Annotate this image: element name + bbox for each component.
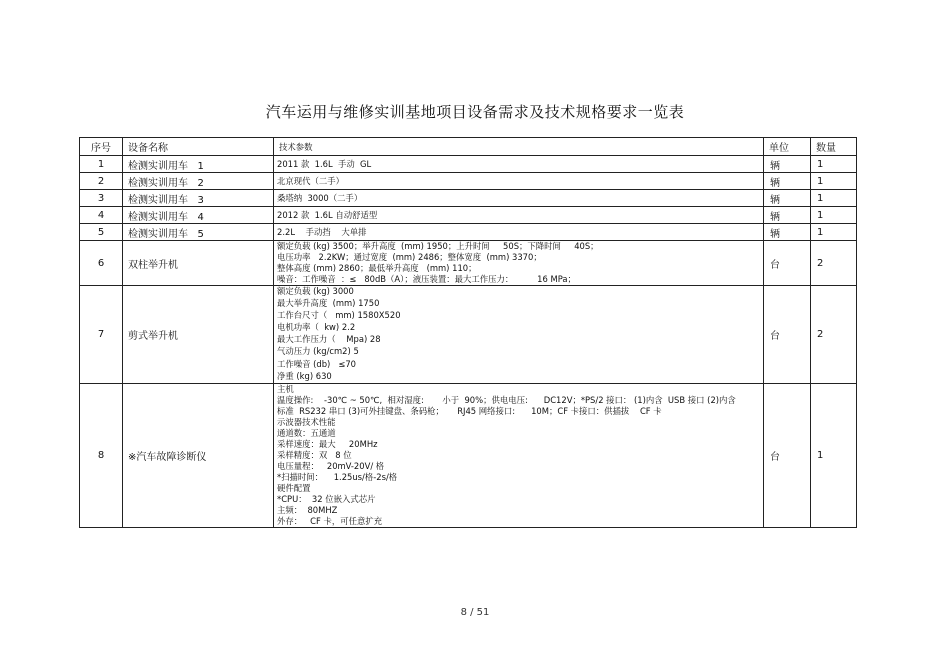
row-qty: 2 [811, 286, 857, 384]
table-row [80, 190, 857, 207]
row-qty: 1 [811, 224, 857, 241]
param-line: 噪音：工作噪音 ：≤ 80dB（A）；液压装置：最大工作压力： 16 MPa； [277, 274, 576, 284]
row-name: 检测实训用车 5 [123, 224, 274, 241]
row-params [274, 207, 764, 224]
param-line: 电机功率（ kw) 2.2 [277, 322, 356, 333]
table-row [80, 383, 857, 527]
table-row [80, 156, 857, 173]
param-line: 额定负载 (kg) 3000 [277, 286, 354, 296]
param-line: 2012 款 1.6L 自动舒适型 [277, 209, 378, 220]
row-params [274, 286, 764, 384]
param-line: 示波器技术性能 [277, 416, 336, 427]
row-unit: 辆 [764, 224, 811, 241]
page-number: 8 / 51 [460, 607, 490, 618]
param-line: 净重 (kg) 630 [277, 370, 332, 381]
param-line: 温度操作: -30℃ ~ 50℃, 相对湿度: 小于 90%；供电电压: DC12V；*PS/2 接口： (1)内含 USB 接口 (2)内含 [277, 394, 736, 405]
table-row [80, 207, 857, 224]
param-line: *CPU： 32 位嵌入式芯片 [277, 493, 376, 504]
row-name: 检测实训用车 2 [123, 173, 274, 190]
document-title: 汽车运用与维修实训基地项目设备需求及技术规格要求一览表 [265, 103, 685, 121]
param-line: 最大工作压力（ Mpa) 28 [277, 334, 381, 345]
table-row [80, 286, 857, 384]
param-line: 电压功率 2.2KW；通过宽度 (mm) 2486；整体宽度 (mm) 3370； [277, 252, 542, 262]
table-row [80, 241, 857, 286]
row-unit: 台 [764, 383, 811, 527]
param-line: 工作噪音 (db) ≤70 [277, 358, 356, 369]
param-line: 额定负载 (kg) 3500；举升高度 (mm) 1950；上升时间 50S；下降时间 40S； [277, 241, 599, 251]
header-no: 序号 [80, 138, 123, 156]
param-line: 主机 [277, 383, 294, 394]
table-header-row [80, 138, 857, 156]
row-no: 7 [80, 286, 123, 384]
row-qty: 1 [811, 190, 857, 207]
row-name: ※汽车故障诊断仪 [123, 383, 274, 527]
row-unit: 台 [764, 286, 811, 384]
row-qty: 1 [811, 156, 857, 173]
row-name: 剪式举升机 [123, 286, 274, 384]
row-qty: 1 [811, 207, 857, 224]
param-line: *扫描时间： 1.25us/格-2s/格 [277, 471, 398, 482]
row-unit: 辆 [764, 173, 811, 190]
row-no: 8 [80, 383, 123, 527]
header-qty: 数量 [811, 138, 857, 156]
row-no: 6 [80, 241, 123, 286]
param-line: 整体高度 (mm) 2860；最低举升高度 (mm) 110； [277, 263, 477, 273]
param-line: 2.2L 手动挡 大单排 [277, 226, 367, 237]
table-row [80, 224, 857, 241]
param-line: 标准 RS232 串口 (3)可外挂键盘、条码枪； RJ45 网络接口: 10M；CF 卡接口：供插拔 CF 卡 [277, 405, 662, 416]
row-unit: 辆 [764, 156, 811, 173]
row-params [274, 190, 764, 207]
param-line: 桑塔纳 3000（二手） [277, 192, 363, 203]
row-unit: 辆 [764, 190, 811, 207]
param-line: 硬件配置 [277, 482, 311, 493]
row-name: 双柱举升机 [123, 241, 274, 286]
row-params [274, 383, 764, 527]
header-name: 设备名称 [123, 138, 274, 156]
param-line: 通道数：五通道 [277, 427, 336, 438]
row-qty: 1 [811, 383, 857, 527]
row-params [274, 156, 764, 173]
row-no: 4 [80, 207, 123, 224]
param-line: 北京现代（二手） [277, 175, 344, 186]
param-line: 2011 款 1.6L 手动 GL [277, 158, 372, 169]
row-name: 检测实训用车 3 [123, 190, 274, 207]
row-no: 1 [80, 156, 123, 173]
param-line: 主频： 80MHZ [277, 504, 338, 515]
header-unit: 单位 [764, 138, 811, 156]
row-unit: 辆 [764, 207, 811, 224]
row-no: 3 [80, 190, 123, 207]
row-qty: 1 [811, 173, 857, 190]
equipment-spec-table [79, 137, 857, 528]
row-unit: 台 [764, 241, 811, 286]
table-row [80, 173, 857, 190]
row-params [274, 224, 764, 241]
param-line: 电压量程： 20mV-20V/ 格 [277, 460, 385, 471]
row-params [274, 241, 764, 286]
row-qty: 2 [811, 241, 857, 286]
param-line: 采样精度：双 8 位 [277, 449, 352, 460]
param-line: 工作台尺寸（ mm) 1580X520 [277, 310, 401, 321]
row-name: 检测实训用车 4 [123, 207, 274, 224]
row-name: 检测实训用车 1 [123, 156, 274, 173]
param-line: 最大举升高度 (mm) 1750 [277, 298, 380, 309]
header-params: 技术参数 [274, 138, 764, 156]
row-no: 2 [80, 173, 123, 190]
param-line: 气动压力 (kg/cm2) 5 [277, 346, 359, 357]
param-line: 采样速度：最大 20MHz [277, 438, 378, 449]
param-line: 外存： CF 卡，可任意扩充 [277, 515, 383, 526]
row-params [274, 173, 764, 190]
row-no: 5 [80, 224, 123, 241]
